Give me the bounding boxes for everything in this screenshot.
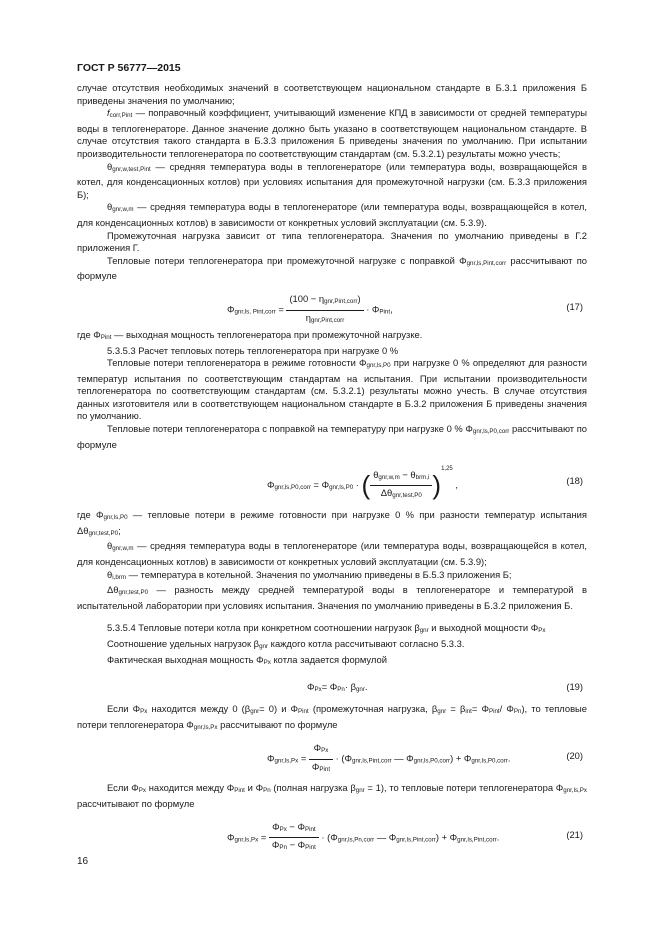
equation-number: (17)	[566, 300, 583, 312]
paragraph: Фактическая выходная мощность ΦPx котла задается формулой	[107, 653, 387, 666]
page-body	[77, 82, 587, 861]
page-number: 16	[77, 856, 89, 867]
paragraph: Если ΦPx находится между 0 (βgnr= 0) и ΦPint (промежуточная нагрузка, βgnr = βint= ΦPint/ ΦPn), то тепловые потери теплогенератора Φgnr,ls,Px рассчитывают по формуле	[77, 703, 588, 731]
equation-20: Φgnr,ls,Px = $\frac{\text{ΦPx}}{\text{ΦPint}}$ · (Φgnr,ls,Pint,corr — Φgnr,ls,P0,corr) + Φgnr,ls,P0,corr. (20)	[77, 738, 587, 782]
equation-number: (19)	[566, 681, 583, 693]
section-heading-5-3-5-4: 5.3.5.4 Тепловые потери котла при конкретном соотношении нагрузок βgnr и выходной мощности ΦPx	[107, 622, 546, 635]
equation-19: ΦPx= ΦPn· βgnr. (19)	[307, 681, 583, 694]
definition-theta-test: θgnr,w,test,Pint — средняя температура воды в теплогенераторе (или температура воды, возвращающейся в котел, для конденсационных котлов) при условиях испытания для промежуточной нагрузки (см. Б.3.3 приложения Б);	[77, 160, 587, 200]
equation-21: Φgnr,ls,Px = $\frac{\text{ΦPx − ΦPint}}{\text{ΦPn − ΦPint}}$ · (Φgnr,ls,Pn,corr — Φgnr,ls,Pint,corr) + Φgnr,ls,Pint,corr. (21)	[77, 817, 587, 861]
equation-number: (21)	[566, 828, 583, 840]
paragraph: Если ΦPx находится между ΦPint и ΦPn (полная нагрузка βgnr = 1), то тепловые потери теплогенератора Φgnr,ls,Px рассчитывают по формуле	[77, 782, 588, 809]
equation-17: Φgnr,ls, Pint,corr = $\frac{\text{(100 − ηgnr,Pint,corr)}}{\text{ηgnr,Pint,corr}}$ · ΦPint, (17)	[77, 289, 587, 329]
definition-delta-theta: Δθgnr,test,P0 — разность между средней температурой воды в теплогенераторе и температурой в испытательной лаборатории при условиях испытания. Значения по умолчанию приведены в Б.3.2 приложения Б.	[77, 584, 587, 611]
fraction: $\frac{\text{θgnr,w,m − θbrm,i}}{\text{Δθgnr,test,P0}}$	[370, 469, 432, 503]
paragraph: Тепловые потери теплогенератора с поправкой на температуру при нагрузке 0 % Φgnr,ls,P0,corr рассчитывают по формуле	[77, 423, 587, 450]
paragraph: Тепловые потери теплогенератора при промежуточной нагрузке с поправкой Φgnr,ls,Pint,corr рассчитывают по формуле	[77, 254, 587, 282]
equation-18: Φgnr,ls,P0,corr = Φgnr,ls,P0 · ( $\frac{\text{θgnr,w,m − θbrm,i}}{\text{Δθgnr,test,P0}}$ )$^{1,25}$ , (18)	[77, 457, 587, 509]
fraction: $\frac{\text{ΦPx}}{\text{ΦPint}}$	[309, 742, 333, 776]
section-heading-5-3-5-3: 5.3.5.3 Расчет тепловых потерь теплогенератора при нагрузке 0 %	[107, 344, 399, 356]
definition-theta-brm: θi,brm — температура в котельной. Значения по умолчанию приведены в Б.5.3 приложения Б;	[107, 568, 512, 581]
definition-fcorr: fcorr,Pint — поправочный коэффициент, учитывающий изменение КПД в зависимости от средней температуры воды в теплогенераторе. Данное значение должно быть указано в соответствующем национальном стандарте. В случае отсутствия такого стандарта в Б.3.3 приложения Б приведены значения по умолчанию. При испытании производительности теплогенератора по соответствующим стандартам (см. 5.3.2.1) результаты можно учесть;	[77, 107, 587, 159]
fraction: $\frac{\text{ΦPx − ΦPint}}{\text{ΦPn − ΦPint}}$	[269, 821, 319, 855]
equation-number: (20)	[566, 750, 583, 762]
paragraph: случае отсутствия необходимых значений в соответствующем национальном стандарте в Б.3.1 приложения Б приведены значения по умолчанию;	[77, 82, 587, 106]
definition-theta-m: θgnr,w,m — средняя температура воды в теплогенераторе (или температура воды, возвращающейся в котел, для конденсационных котлов) в зависимости от конкретных условий эксплуатации (см. 5.3.9).	[77, 201, 587, 228]
paragraph: Соотношение удельных нагрузок βgnr каждого котла рассчитывают согласно 5.3.3.	[107, 638, 465, 650]
definition-phi-p0: где Φgnr,ls,P0 — тепловые потери в режиме готовности при нагрузке 0 % при разности температур испытания Δθgnr,test,P0;	[77, 509, 587, 537]
definition-theta-m: θgnr,w,m — средняя температура воды в теплогенераторе (или температура воды, возвращающейся в котел, для конденсационных котлов) в зависимости от конкретных условий эксплуатации (см. 5.3.9);	[77, 540, 587, 568]
right-paren: )	[432, 470, 442, 501]
paragraph: Промежуточная нагрузка зависит от типа теплогенератора. Значения по умолчанию приведены в Г.2 приложения Г.	[77, 229, 587, 254]
paragraph: Тепловые потери теплогенератора в режиме готовности Φgnr,ls,P0 при нагрузке 0 % определяют для разности температур испытания по соответствующим стандартам на испытания. При испытании производительности теплогенератора по соответствующим стандартам (см. 5.3.2.1) результаты можно учесть. В случае отсутствия данных изготовителя или в соответствующем национальном стандарте в Б.3.2 приложения Б приведены значения по умолчанию.	[77, 357, 587, 422]
equation-number: (18)	[566, 475, 583, 487]
left-paren: (	[361, 470, 371, 501]
definition-phi-pint: где ΦPint — выходная мощность теплогенератора при промежуточной нагрузке.	[77, 328, 423, 341]
document-header: ГОСТ Р 56777—2015	[77, 62, 181, 74]
fraction: $\frac{\text{(100 − ηgnr,Pint,corr)}}{\text{ηgnr,Pint,corr}}$	[286, 293, 363, 327]
